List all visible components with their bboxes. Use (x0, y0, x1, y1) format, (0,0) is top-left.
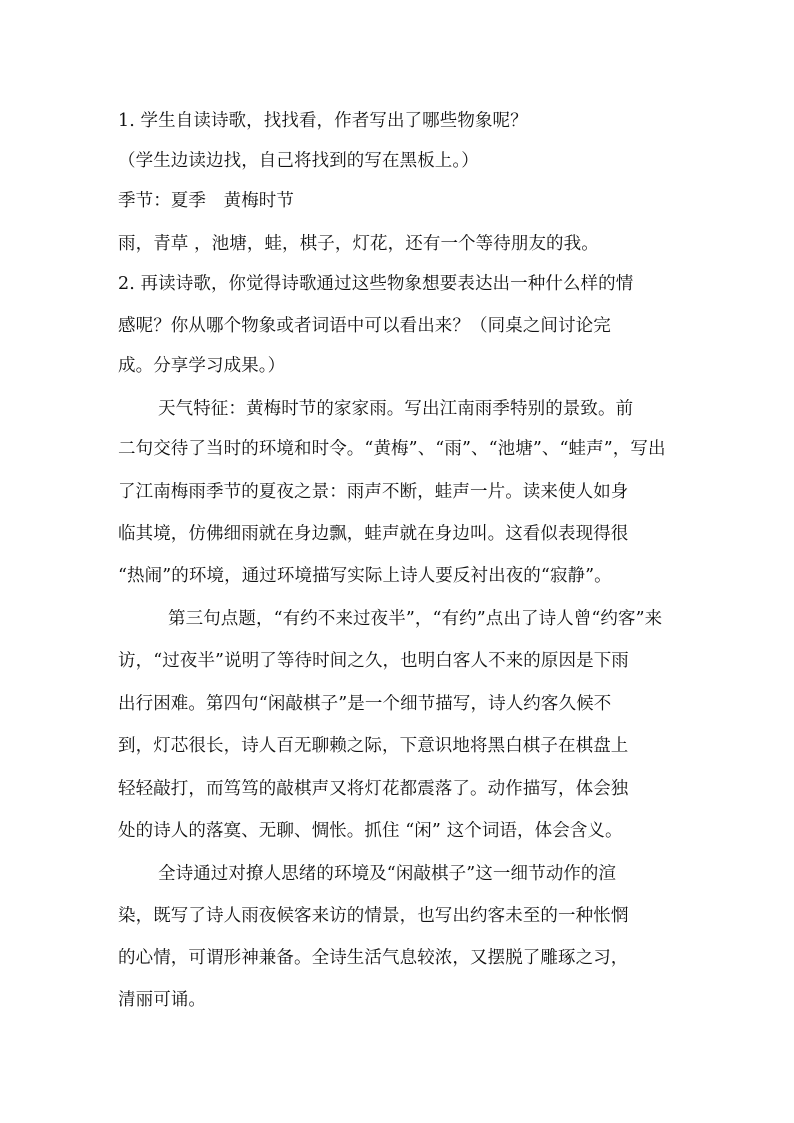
paragraph-2-line-6: 处的诗人的落寞、无聊、惆怅。抓住 “闲” 这个词语，体会含义。 (118, 821, 623, 841)
paragraph-3-line-3: 的心情，可谓形神兼备。全诗生活气息较浓，又摆脱了雕琢之习， (118, 948, 629, 968)
images-list: 雨，青草 ，池塘，蛙，棋子，灯花，还有一个等待朋友的我。 (118, 234, 599, 254)
season-line: 季节：夏季 黄梅时节 (118, 191, 294, 211)
question-1-note: （学生边读边找，自己将找到的写在黑板上。） (118, 151, 479, 171)
paragraph-2-line-5: 轻轻敲打，而笃笃的敲棋声又将灯花都震落了。动作描写，体会独 (118, 779, 629, 799)
paragraph-2-line-4: 到，灯芯很长，诗人百无聊赖之际，下意识地将黑白棋子在棋盘上 (118, 736, 629, 756)
question-2-line-2: 感呢？你从哪个物象或者词语中可以看出来？（同桌之间讨论完 (118, 316, 611, 336)
paragraph-1-line-2: 二句交待了当时的环境和时令。“黄梅”、“雨”、“池塘”、“蛙声”，写出 (118, 439, 666, 459)
paragraph-3-line-2: 染，既写了诗人雨夜候客来访的情景，也写出约客未至的一种怅惘 (118, 906, 629, 926)
question-1: 1. 学生自读诗歌，找找看，作者写出了哪些物象呢？ (118, 111, 528, 131)
question-2-line-3: 成。分享学习成果。） (118, 356, 286, 376)
paragraph-2-line-1: 第三句点题，“有约不来过夜半”，“有约”点出了诗人曾“约客”来 (168, 609, 663, 629)
paragraph-3-line-1: 全诗通过对撩人思绪的环境及“闲敲棋子”这一细节动作的渲 (158, 864, 617, 884)
paragraph-2-line-2: 访，“过夜半”说明了等待时间之久，也明白客人不来的原因是下雨 (118, 651, 629, 671)
paragraph-1-line-1: 天气特征：黄梅时节的家家雨。写出江南雨季特别的景致。前 (158, 399, 634, 419)
question-2-line-1: 2. 再读诗歌，你觉得诗歌通过这些物象想要表达出一种什么样的情 (118, 274, 634, 294)
paragraph-2-line-3: 出行困难。第四句“闲敲棋子”是一个细节描写，诗人约客久候不 (118, 694, 612, 714)
paragraph-3-line-4: 清丽可诵。 (118, 990, 206, 1010)
paragraph-1-line-4: 临其境，仿佛细雨就在身边飘，蛙声就在身边叫。这看似表现得很 (118, 524, 629, 544)
paragraph-1-line-3: 了江南梅雨季节的夏夜之景：雨声不断，蛙声一片。读来使人如身 (118, 482, 629, 502)
paragraph-1-line-5: “热闹”的环境，通过环境描写实际上诗人要反衬出夜的“寂静”。 (118, 566, 612, 586)
